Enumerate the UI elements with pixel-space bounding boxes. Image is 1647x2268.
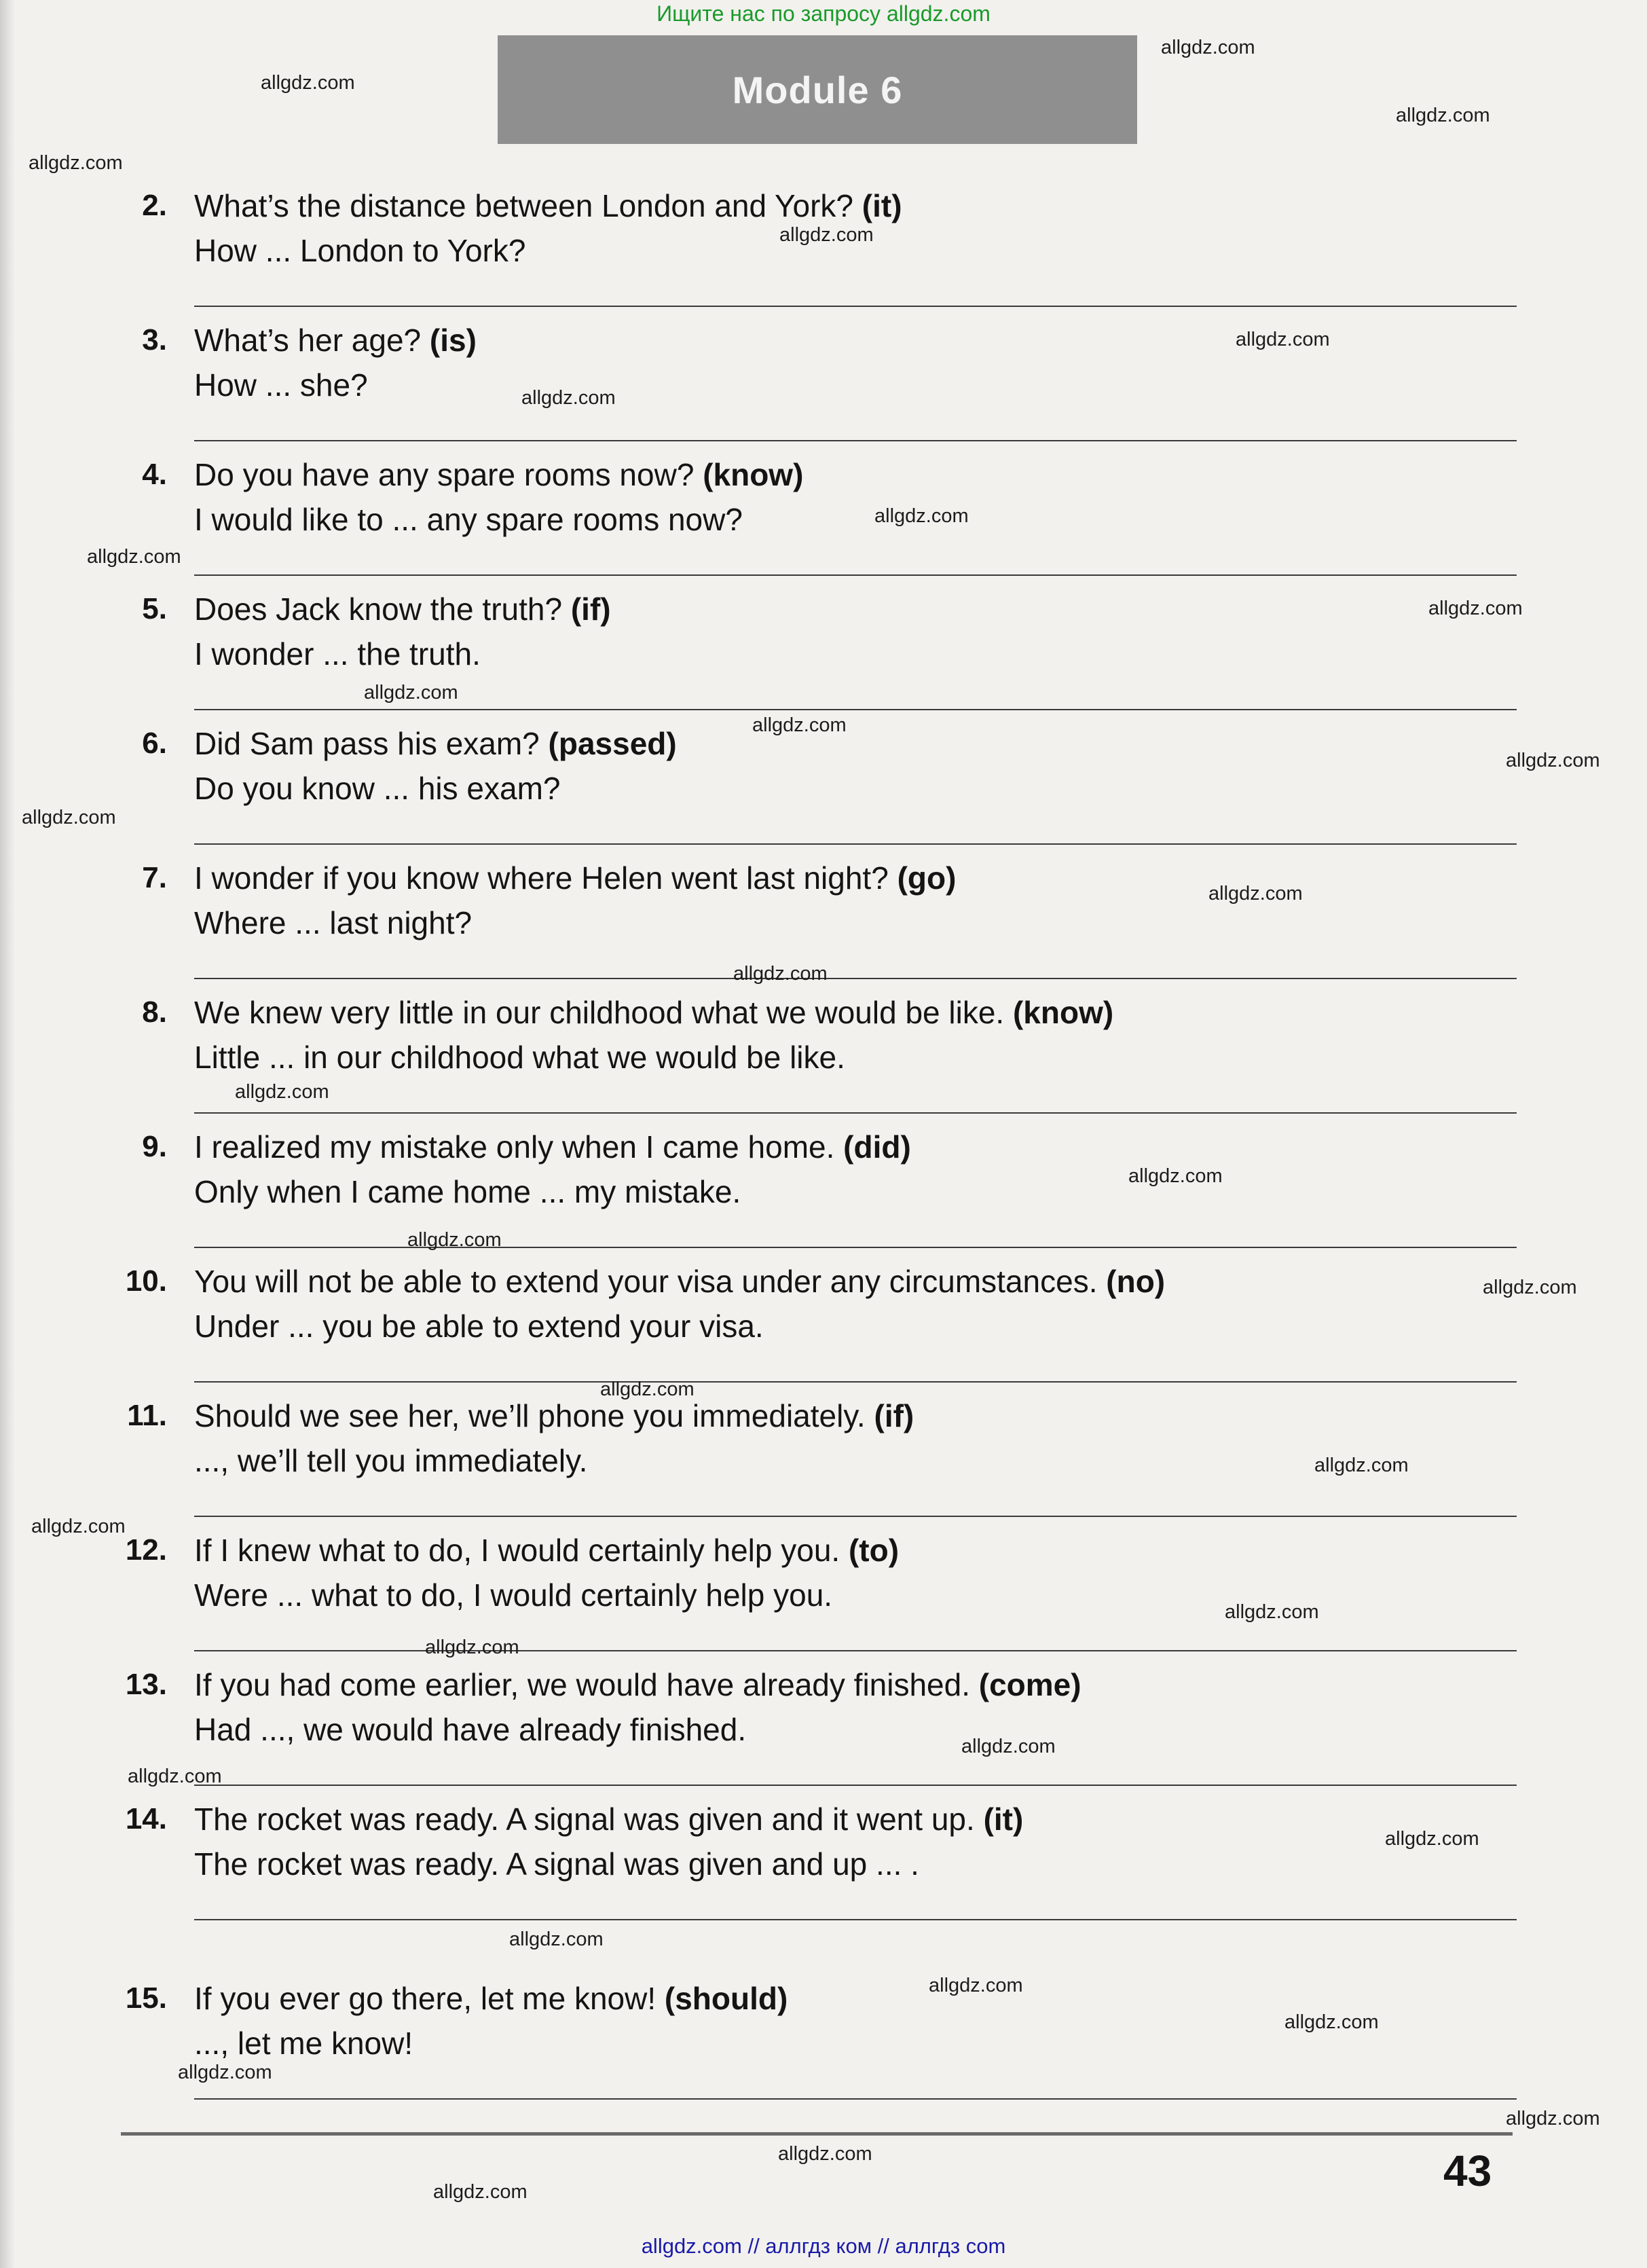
exercise-sentence: If you had come earlier, we would have already finished. (come) <box>194 1667 1081 1702</box>
exercise-sentence: If I knew what to do, I would certainly help you. (to) <box>194 1533 900 1568</box>
exercise-number: 2. <box>142 189 167 222</box>
answer-line[interactable] <box>194 978 1517 979</box>
keyword: (if) <box>874 1398 914 1433</box>
answer-line[interactable] <box>194 1381 1517 1383</box>
exercise-transform: Had ..., we would have already finished. <box>194 1712 747 1747</box>
watermark[interactable]: allgdz.com <box>87 546 181 568</box>
bottom-banner[interactable]: allgdz.com // аллгдз ком // аллгдз com <box>641 2234 1006 2258</box>
watermark[interactable]: allgdz.com <box>128 1766 222 1787</box>
keyword: (to) <box>848 1533 900 1568</box>
answer-line[interactable] <box>194 1785 1517 1786</box>
keyword: (did) <box>843 1129 911 1165</box>
page-edge-shadow <box>0 0 15 2268</box>
watermark[interactable]: allgdz.com <box>521 387 616 409</box>
answer-line[interactable] <box>194 709 1517 710</box>
keyword: (is) <box>429 323 477 358</box>
exercise-number: 13. <box>125 1668 167 1701</box>
exercise-sentence: If you ever go there, let me know! (should) <box>194 1981 788 2016</box>
watermark[interactable]: allgdz.com <box>1128 1165 1223 1187</box>
exercise-number: 4. <box>142 458 167 491</box>
watermark[interactable]: allgdz.com <box>364 682 458 703</box>
keyword: (should) <box>664 1981 788 2016</box>
watermark[interactable]: allgdz.com <box>1506 750 1600 771</box>
top-banner[interactable]: Ищите нас по запросу allgdz.com <box>656 1 991 26</box>
exercise-transform: ..., we’ll tell you immediately. <box>194 1443 588 1478</box>
watermark[interactable]: allgdz.com <box>235 1081 329 1103</box>
watermark[interactable]: allgdz.com <box>752 714 847 736</box>
answer-line[interactable] <box>194 1919 1517 1920</box>
keyword: (no) <box>1106 1264 1166 1299</box>
watermark[interactable]: allgdz.com <box>1506 2108 1600 2129</box>
exercise-sentence: You will not be able to extend your visa under any circumstances. (no) <box>194 1264 1166 1299</box>
exercise-transform: Little ... in our childhood what we would be like. <box>194 1040 845 1075</box>
answer-line[interactable] <box>194 1247 1517 1248</box>
watermark[interactable]: allgdz.com <box>961 1736 1056 1757</box>
answer-line[interactable] <box>194 440 1517 441</box>
watermark[interactable]: allgdz.com <box>600 1378 695 1400</box>
watermark[interactable]: allgdz.com <box>1284 2011 1379 2033</box>
watermark[interactable]: allgdz.com <box>425 1636 519 1658</box>
watermark[interactable]: allgdz.com <box>1428 598 1523 619</box>
watermark[interactable]: allgdz.com <box>1385 1828 1479 1850</box>
watermark[interactable]: allgdz.com <box>433 2181 528 2203</box>
watermark[interactable]: allgdz.com <box>733 963 828 985</box>
keyword: (come) <box>978 1667 1081 1702</box>
exercise-sentence: We knew very little in our childhood what we would be like. (know) <box>194 995 1114 1030</box>
page-number: 43 <box>1443 2146 1492 2195</box>
answer-line[interactable] <box>194 1516 1517 1517</box>
exercise-sentence: I realized my mistake only when I came home. (did) <box>194 1129 911 1165</box>
exercise-number: 10. <box>125 1264 167 1298</box>
exercise-transform: Under ... you be able to extend your visa. <box>194 1309 764 1344</box>
exercise-number: 12. <box>125 1533 167 1567</box>
exercise-transform: How ... she? <box>194 367 368 403</box>
watermark[interactable]: allgdz.com <box>929 1975 1023 1996</box>
exercise-number: 6. <box>142 727 167 760</box>
watermark[interactable]: allgdz.com <box>778 2143 872 2165</box>
keyword: (if) <box>570 591 611 627</box>
keyword: (know) <box>703 457 804 492</box>
exercise-transform: Where ... last night? <box>194 905 473 940</box>
exercise-transform: I would like to ... any spare rooms now? <box>194 502 743 537</box>
exercise-number: 14. <box>125 1802 167 1835</box>
exercise-sentence: Does Jack know the truth? (if) <box>194 591 611 627</box>
module-title: Module 6 <box>732 68 903 111</box>
watermark[interactable]: allgdz.com <box>1208 883 1303 904</box>
keyword: (it) <box>983 1801 1024 1837</box>
answer-line[interactable] <box>194 1112 1517 1114</box>
exercise-sentence: Should we see her, we’ll phone you immediately. (if) <box>194 1398 914 1433</box>
watermark[interactable]: allgdz.com <box>178 2062 272 2083</box>
watermark[interactable]: allgdz.com <box>1483 1277 1577 1298</box>
watermark[interactable]: allgdz.com <box>1161 37 1255 58</box>
exercise-transform: Only when I came home ... my mistake. <box>194 1174 741 1209</box>
watermark[interactable]: allgdz.com <box>1236 329 1330 350</box>
exercise-sentence: What’s the distance between London and York? (it) <box>194 188 902 223</box>
exercise-sentence: What’s her age? (is) <box>194 323 477 358</box>
exercise-number: 5. <box>142 592 167 625</box>
keyword: (go) <box>897 860 957 896</box>
watermark[interactable]: allgdz.com <box>874 505 969 527</box>
watermark[interactable]: allgdz.com <box>1396 105 1490 126</box>
watermark[interactable]: allgdz.com <box>407 1229 502 1251</box>
watermark[interactable]: allgdz.com <box>261 72 355 94</box>
exercise-number: 9. <box>142 1130 167 1163</box>
watermark[interactable]: allgdz.com <box>1314 1455 1409 1476</box>
exercise-transform: Were ... what to do, I would certainly help you. <box>194 1577 833 1613</box>
exercise-number: 7. <box>142 861 167 894</box>
answer-line[interactable] <box>194 1650 1517 1651</box>
answer-line[interactable] <box>194 306 1517 307</box>
watermark[interactable]: allgdz.com <box>31 1516 126 1537</box>
exercise-sentence: Do you have any spare rooms now? (know) <box>194 457 804 492</box>
footer-rule <box>121 2132 1513 2136</box>
answer-line[interactable] <box>194 843 1517 845</box>
exercise-transform: The rocket was ready. A signal was given and up ... . <box>194 1846 919 1882</box>
keyword: (it) <box>862 188 902 223</box>
watermark[interactable]: allgdz.com <box>779 224 874 246</box>
answer-line[interactable] <box>194 2098 1517 2100</box>
exercise-number: 15. <box>125 1981 167 2015</box>
module-header <box>498 35 1137 144</box>
exercise-transform: I wonder ... the truth. <box>194 636 481 672</box>
exercise-sentence: I wonder if you know where Helen went last night? (go) <box>194 860 957 896</box>
exercise-sentence: The rocket was ready. A signal was given and it went up. (it) <box>194 1801 1024 1837</box>
keyword: (passed) <box>548 726 677 761</box>
exercise-number: 3. <box>142 323 167 356</box>
exercise-transform: How ... London to York? <box>194 233 526 268</box>
exercise-transform: Do you know ... his exam? <box>194 771 561 806</box>
keyword: (know) <box>1012 995 1114 1030</box>
watermark[interactable]: allgdz.com <box>29 152 123 174</box>
watermark[interactable]: allgdz.com <box>1225 1601 1319 1623</box>
exercise-number: 11. <box>127 1399 167 1432</box>
watermark[interactable]: allgdz.com <box>509 1928 604 1950</box>
exercise-sentence: Did Sam pass his exam? (passed) <box>194 726 677 761</box>
exercise-number: 8. <box>142 995 167 1029</box>
watermark[interactable]: allgdz.com <box>22 807 116 828</box>
exercise-transform: ..., let me know! <box>194 2026 413 2061</box>
answer-line[interactable] <box>194 574 1517 576</box>
